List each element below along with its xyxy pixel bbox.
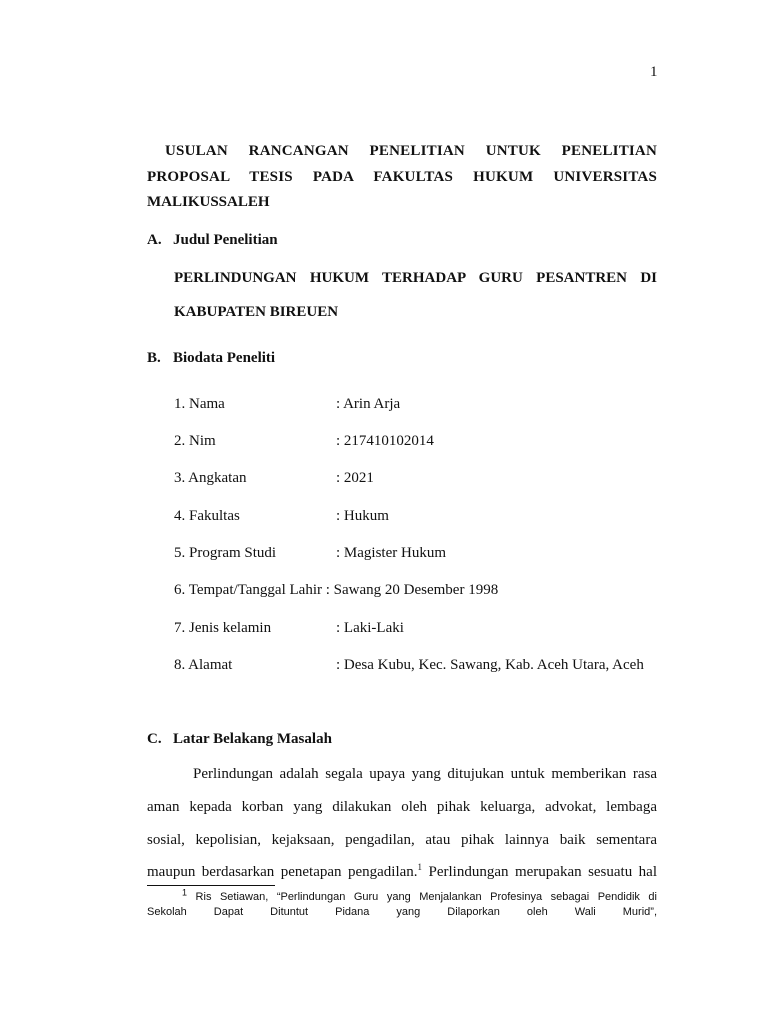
biodata-label: 6. Tempat/Tanggal Lahir bbox=[174, 582, 322, 598]
paragraph-line-1: Perlindungan adalah segala upaya yang ditujukan untuk memberikan rasa bbox=[193, 766, 657, 782]
biodata-row bbox=[174, 582, 498, 599]
title-line-2: PROPOSAL TESIS PADA FAKULTAS HUKUM UNIVERSITAS bbox=[147, 169, 657, 185]
section-b-letter: B. bbox=[147, 350, 161, 366]
biodata-value: : Sawang 20 Desember 1998 bbox=[325, 582, 499, 598]
research-title-line-2: KABUPATEN BIREUEN bbox=[174, 304, 339, 320]
biodata-label: 7. Jenis kelamin bbox=[174, 620, 272, 636]
paragraph-line-4-end: Perlindungan merupakan sesuatu hal bbox=[422, 864, 658, 880]
biodata-value: : Laki-Laki bbox=[336, 620, 404, 636]
section-c-title: Latar Belakang Masalah bbox=[173, 731, 332, 747]
section-b-title: Biodata Peneliti bbox=[173, 350, 276, 366]
footnote-text-1: Ris Setiawan, “Perlindungan Guru yang Menjalankan Profesinya sebagai Pendidik di bbox=[187, 891, 657, 903]
biodata-value: : Desa Kubu, Kec. Sawang, Kab. Aceh Utara, Aceh bbox=[336, 657, 644, 673]
paragraph-line-2: aman kepada korban yang dilakukan oleh pihak keluarga, advokat, lembaga bbox=[147, 799, 657, 815]
biodata-label: 1. Nama bbox=[174, 396, 225, 412]
research-title-line-1: PERLINDUNGAN HUKUM TERHADAP GURU PESANTREN DI bbox=[174, 270, 657, 286]
biodata-row bbox=[174, 620, 404, 637]
title-line-3: MALIKUSSALEH bbox=[147, 194, 270, 210]
footnote-line-2: Sekolah Dapat Dituntut Pidana yang Dilaporkan oleh Wali Murid”, bbox=[147, 906, 657, 918]
biodata-value: : 2021 bbox=[336, 470, 374, 486]
section-b-heading bbox=[147, 350, 275, 367]
biodata-label: 4. Fakultas bbox=[174, 508, 240, 524]
biodata-label: 3. Angkatan bbox=[174, 470, 247, 486]
biodata-value: : 217410102014 bbox=[336, 433, 434, 449]
biodata-label: 8. Alamat bbox=[174, 657, 233, 673]
page-number: 1 bbox=[650, 64, 658, 80]
biodata-label: 2. Nim bbox=[174, 433, 216, 449]
section-a-letter: A. bbox=[147, 232, 162, 248]
biodata-value: : Arin Arja bbox=[336, 396, 401, 412]
biodata-value: : Hukum bbox=[336, 508, 389, 524]
footnote-separator bbox=[147, 885, 275, 886]
biodata-row bbox=[174, 657, 644, 674]
section-c-heading bbox=[147, 731, 332, 748]
footnote-number: 1 bbox=[182, 887, 188, 898]
biodata-label: 5. Program Studi bbox=[174, 545, 277, 561]
section-c-letter: C. bbox=[147, 731, 162, 747]
biodata-row bbox=[174, 508, 389, 525]
biodata-row bbox=[174, 545, 446, 562]
section-a-title: Judul Penelitian bbox=[173, 232, 278, 248]
paragraph-line-4 bbox=[147, 864, 657, 881]
footnote-reference[interactable]: 1 bbox=[417, 862, 423, 872]
paragraph-line-3: sosial, kepolisian, kejaksaan, pengadilan, atau pihak lainnya baik sementara bbox=[147, 832, 657, 848]
biodata-value: : Magister Hukum bbox=[336, 545, 446, 561]
title-line-1: USULAN RANCANGAN PENELITIAN UNTUK PENELITIAN bbox=[165, 143, 657, 159]
biodata-row bbox=[174, 470, 374, 487]
footnote-line-1 bbox=[182, 887, 657, 903]
biodata-row bbox=[174, 396, 400, 413]
paragraph-line-4-start: maupun berdasarkan penetapan pengadilan. bbox=[147, 864, 418, 880]
biodata-row bbox=[174, 433, 434, 450]
section-a-heading bbox=[147, 232, 278, 249]
